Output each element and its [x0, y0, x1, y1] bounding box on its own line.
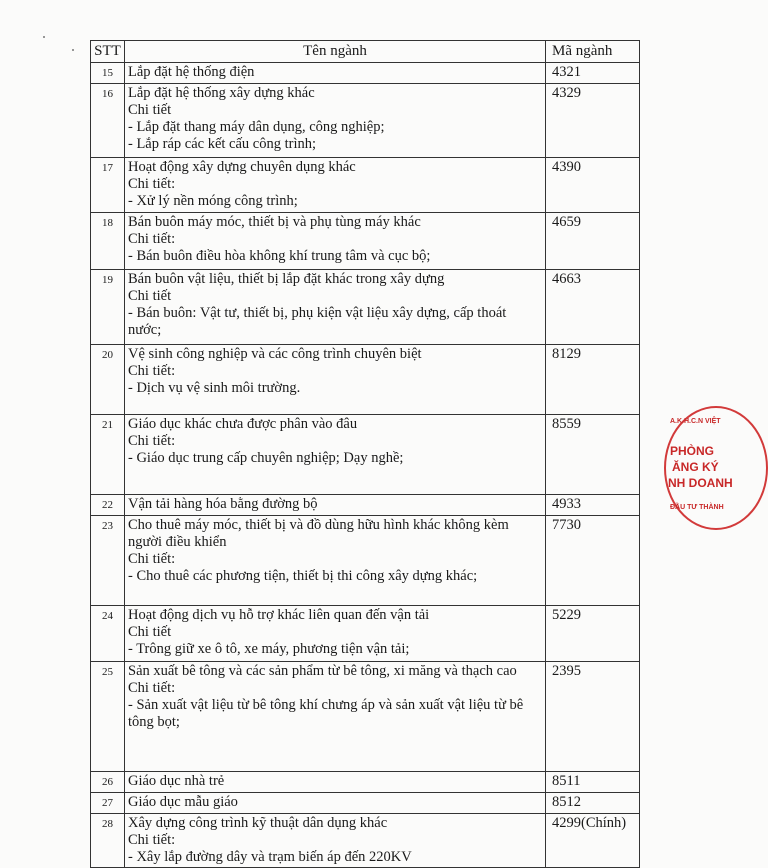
- stamp-text: A.K.H.C.N VIỆT: [670, 418, 721, 425]
- industry-detail-line: - Dịch vụ vệ sinh môi trường.: [128, 380, 301, 396]
- industry-detail-line: Chi tiết:: [128, 433, 176, 449]
- row-industry-code: 4321: [546, 63, 640, 84]
- row-industry-code: 2395: [546, 662, 640, 772]
- industry-detail-line: Chi tiết:: [128, 551, 176, 567]
- industry-title: Hoạt động dịch vụ hỗ trợ khác liên quan đến vận tải: [128, 607, 430, 623]
- official-stamp: [664, 406, 768, 530]
- industry-detail-line: - Trông giữ xe ô tô, xe máy, phương tiện vận tải;: [128, 641, 410, 657]
- table-row: [91, 158, 640, 213]
- stamp-text: ĂNG KÝ: [672, 460, 719, 474]
- industry-detail-line: Chi tiết:: [128, 363, 176, 379]
- row-stt: 25: [91, 662, 125, 772]
- stamp-text: NH DOANH: [668, 476, 733, 490]
- stamp-text: ĐẦU TƯ THÀNH: [670, 504, 724, 511]
- row-industry-name: [125, 415, 546, 495]
- row-industry-name: [125, 516, 546, 606]
- row-stt: 23: [91, 516, 125, 606]
- row-industry-code: 8511: [546, 772, 640, 793]
- row-stt: 15: [91, 63, 125, 84]
- row-industry-code: 4659: [546, 213, 640, 270]
- industry-table: [90, 40, 640, 868]
- industry-title: Giáo dục nhà trẻ: [128, 773, 225, 789]
- speck: [72, 49, 74, 51]
- row-industry-name: [125, 63, 546, 84]
- row-stt: 19: [91, 270, 125, 345]
- industry-detail-line: Chi tiết:: [128, 680, 176, 696]
- row-industry-code: 7730: [546, 516, 640, 606]
- row-industry-code: 5229: [546, 606, 640, 662]
- industry-title: Lắp đặt hệ thống điện: [128, 64, 255, 80]
- industry-title: Giáo dục khác chưa được phân vào đâu: [128, 416, 358, 432]
- industry-title: Bán buôn máy móc, thiết bị và phụ tùng máy khác: [128, 214, 421, 230]
- industry-detail-line: - Xây lắp đường dây và trạm biến áp đến 220KV: [128, 849, 412, 865]
- row-industry-code: 4390: [546, 158, 640, 213]
- row-industry-name: [125, 495, 546, 516]
- table-row: [91, 345, 640, 415]
- industry-detail-line: - Lắp đặt thang máy dân dụng, công nghiệp;: [128, 119, 385, 135]
- row-stt: 24: [91, 606, 125, 662]
- industry-detail-line: Chi tiết:: [128, 231, 176, 247]
- table-header-row: [91, 41, 640, 63]
- row-stt: 21: [91, 415, 125, 495]
- industry-title: Bán buôn vật liệu, thiết bị lắp đặt khác trong xây dựng: [128, 271, 445, 287]
- industry-detail-line: - Bán buôn điều hòa không khí trung tâm và cục bộ;: [128, 248, 431, 264]
- industry-detail-line: - Giáo dục trung cấp chuyên nghiệp; Dạy nghề;: [128, 450, 404, 466]
- row-industry-code: 4299(Chính): [546, 814, 640, 868]
- table-row: [91, 495, 640, 516]
- row-stt: 20: [91, 345, 125, 415]
- table-row: [91, 793, 640, 814]
- row-industry-code: 8512: [546, 793, 640, 814]
- industry-title: Lắp đặt hệ thống xây dựng khác: [128, 85, 315, 101]
- row-stt: 17: [91, 158, 125, 213]
- industry-title: Sản xuất bê tông và các sản phẩm từ bê tông, xi măng và thạch cao: [128, 663, 517, 679]
- industry-detail-line: - Xử lý nền móng công trình;: [128, 193, 298, 209]
- table-row: [91, 63, 640, 84]
- row-industry-name: [125, 606, 546, 662]
- row-industry-name: [125, 270, 546, 345]
- industry-detail-line: Chi tiết: [128, 624, 172, 640]
- row-stt: 27: [91, 793, 125, 814]
- industry-detail-line: - Lắp ráp các kết cấu công trình;: [128, 136, 317, 152]
- row-industry-name: [125, 662, 546, 772]
- header-stt: STT: [91, 41, 125, 63]
- row-industry-name: [125, 213, 546, 270]
- table-row: [91, 772, 640, 793]
- industry-detail-line: Chi tiết:: [128, 832, 176, 848]
- row-industry-code: 8559: [546, 415, 640, 495]
- row-industry-name: [125, 814, 546, 868]
- industry-title: Cho thuê máy móc, thiết bị và đồ dùng hữu hình khác không kèm người điều khiển: [128, 517, 509, 550]
- row-industry-name: [125, 345, 546, 415]
- table-row: [91, 415, 640, 495]
- row-industry-name: [125, 772, 546, 793]
- industry-detail-line: - Cho thuê các phương tiện, thiết bị thi công xây dựng khác;: [128, 568, 478, 584]
- header-industry-name: Tên ngành: [125, 41, 546, 63]
- table-row: [91, 270, 640, 345]
- row-industry-name: [125, 84, 546, 158]
- row-stt: 26: [91, 772, 125, 793]
- row-industry-code: 8129: [546, 345, 640, 415]
- industry-title: Vệ sinh công nghiệp và các công trình chuyên biệt: [128, 346, 422, 362]
- row-stt: 16: [91, 84, 125, 158]
- row-industry-code: 4663: [546, 270, 640, 345]
- table-row: [91, 516, 640, 606]
- row-stt: 28: [91, 814, 125, 868]
- row-stt: 22: [91, 495, 125, 516]
- row-industry-code: 4933: [546, 495, 640, 516]
- table-row: [91, 213, 640, 270]
- industry-title: Hoạt động xây dựng chuyên dụng khác: [128, 159, 356, 175]
- industry-title: Vận tải hàng hóa bằng đường bộ: [128, 496, 318, 512]
- speck: [43, 36, 45, 38]
- table-row: [91, 84, 640, 158]
- industry-detail-line: Chi tiết: [128, 102, 172, 118]
- industry-title: Giáo dục mẫu giáo: [128, 794, 238, 810]
- industry-detail-line: - Bán buôn: Vật tư, thiết bị, phụ kiện vật liệu xây dựng, cấp thoát nước;: [128, 305, 507, 338]
- industry-detail-line: - Sản xuất vật liệu từ bê tông khí chưng áp và sản xuất vật liệu từ bê tông bọt;: [128, 697, 524, 730]
- row-industry-name: [125, 793, 546, 814]
- stamp-text: PHÒNG: [670, 444, 715, 458]
- table-row: [91, 606, 640, 662]
- row-industry-name: [125, 158, 546, 213]
- table-row: [91, 662, 640, 772]
- header-industry-code: Mã ngành: [546, 41, 640, 63]
- industry-detail-line: Chi tiết:: [128, 176, 176, 192]
- industry-detail-line: Chi tiết: [128, 288, 172, 304]
- row-industry-code: 4329: [546, 84, 640, 158]
- row-stt: 18: [91, 213, 125, 270]
- table-row: [91, 814, 640, 868]
- industry-title: Xây dựng công trình kỹ thuật dân dụng khác: [128, 815, 388, 831]
